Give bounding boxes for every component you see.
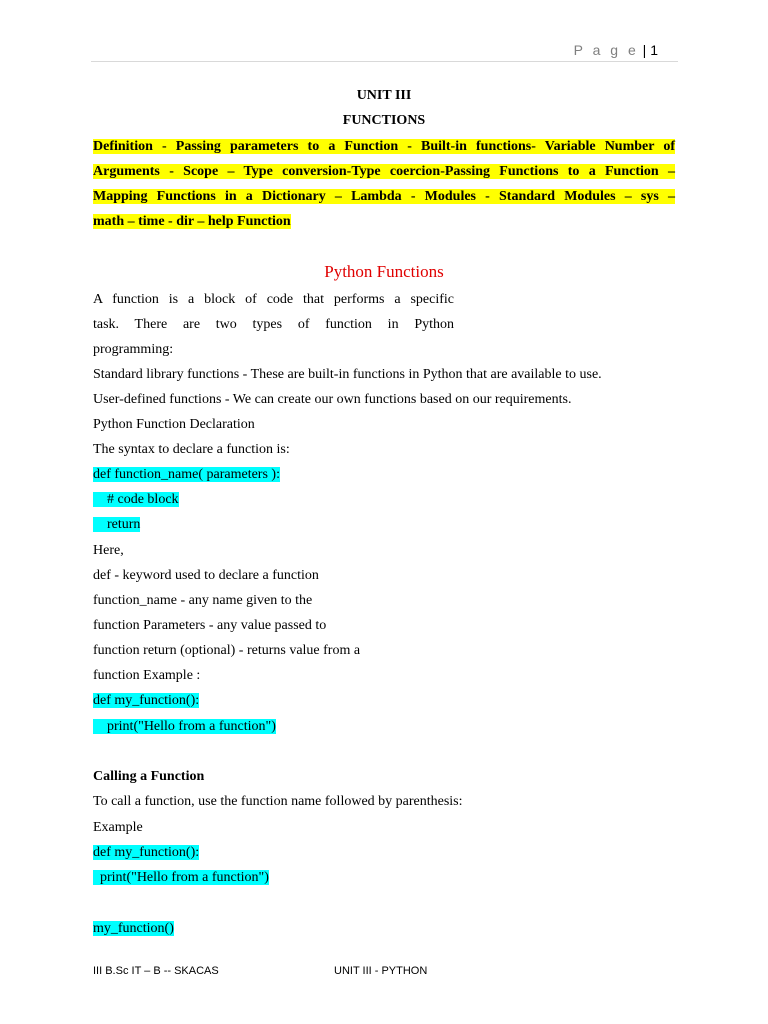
intro-line-2: task. There are two types of function in Python: [93, 317, 454, 332]
page-label: P a g e: [573, 42, 639, 58]
code-line: print("Hello from a function"): [93, 719, 276, 734]
calling-heading: Calling a Function: [93, 769, 205, 784]
code-line: # code block: [93, 492, 179, 507]
code-line: my_function(): [93, 921, 174, 936]
code-line: def my_function():: [93, 693, 200, 708]
code-line: print("Hello from a function"): [93, 870, 269, 885]
intro-line-1: A function is a block of code that performs a specific: [93, 292, 454, 307]
code-line: return: [93, 517, 141, 532]
topics-line-2: Arguments - Scope – Type conversion-Type coercion-Passing Functions to a Function –: [93, 164, 675, 179]
code-line: def function_name( parameters ):: [93, 467, 280, 482]
text-line: function return (optional) - returns value from a: [93, 643, 361, 658]
text-line: Example: [93, 820, 143, 835]
intro-line-3: programming:: [93, 342, 174, 357]
topics-line-3: Mapping Functions in a Dictionary – Lambda - Modules - Standard Modules – sys –: [93, 189, 675, 204]
text-line: function Parameters - any value passed to: [93, 618, 327, 633]
footer-left: III B.Sc IT – B -- SKACAS: [93, 965, 219, 977]
page-title: FUNCTIONS: [342, 113, 426, 128]
text-line: Standard library functions - These are built-in functions in Python that are available to use.: [93, 367, 602, 382]
text-line: Python Function Declaration: [93, 417, 255, 432]
text-line: Here,: [93, 543, 124, 558]
topics-line-1: Definition - Passing parameters to a Function - Built-in functions- Variable Number of: [93, 139, 675, 154]
unit-title: UNIT III: [356, 88, 412, 103]
footer-right: UNIT III - PYTHON: [334, 965, 428, 977]
text-line: function Example :: [93, 668, 201, 683]
text-line: def - keyword used to declare a function: [93, 568, 319, 583]
page-separator: |: [638, 42, 651, 58]
page-number: 1: [650, 42, 658, 58]
text-line: function_name - any name given to the: [93, 593, 313, 608]
text-line: To call a function, use the function name followed by parenthesis:: [93, 794, 463, 809]
section-title: Python Functions: [324, 262, 444, 281]
code-line: def my_function():: [93, 845, 200, 860]
header-rule: [91, 61, 678, 62]
page-header: [574, 42, 658, 58]
text-line: The syntax to declare a function is:: [93, 442, 290, 457]
topics-line-4: math – time - dir – help Function: [93, 214, 291, 229]
text-line: User-defined functions - We can create our own functions based on our requirements.: [93, 392, 572, 407]
